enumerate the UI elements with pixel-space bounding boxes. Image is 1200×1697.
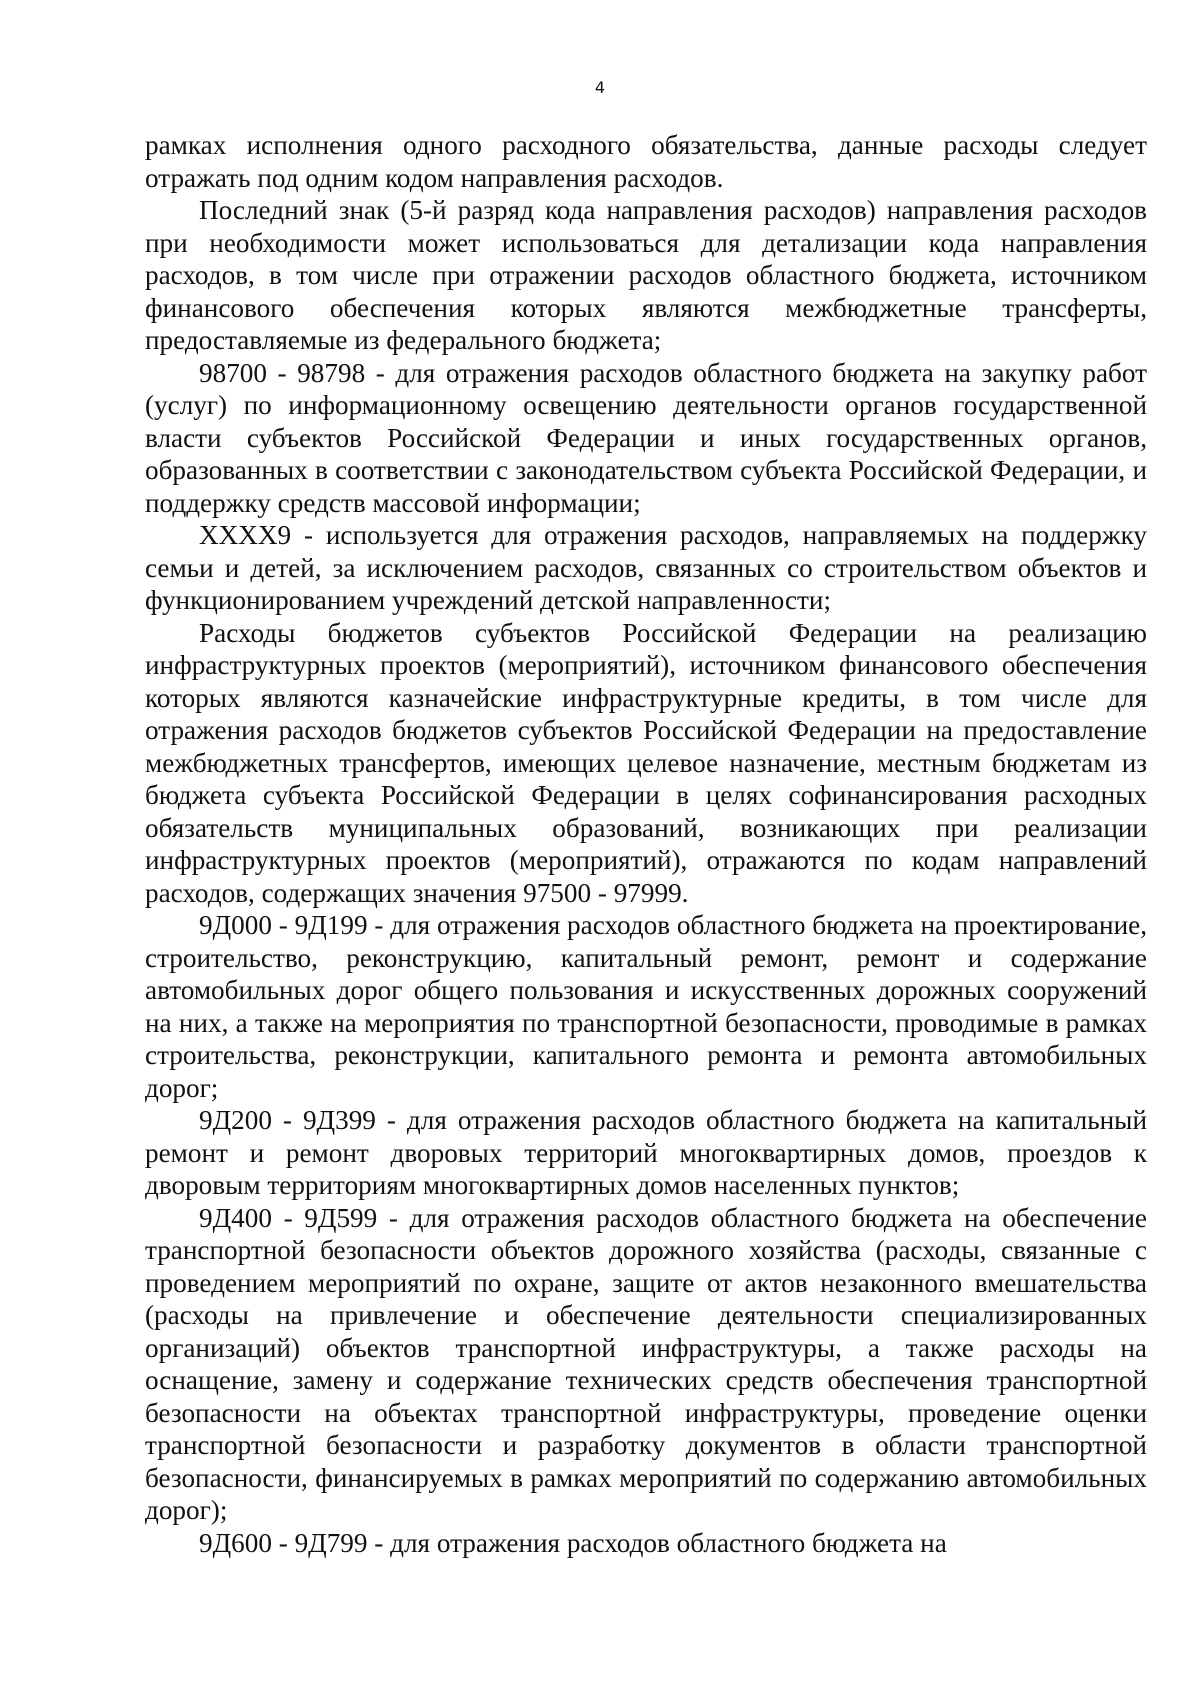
paragraph-last-digit-rule: Последний знак (5-й разряд кода направления расходов) направления расходов при необходимости может использоваться для детализации кода направления расходов, в том числе при отражении расходов областного бюджета, источником финансового обеспечения которых являются межбюджетные трансферты, предоставляемые из федерального бюджета; <box>145 195 1147 355</box>
paragraph-infrastructure-credits: Расходы бюджетов субъектов Российской Федерации на реализацию инфраструктурных проектов (мероприятий), источником финансового обеспечения которых являются казначейские инфраструктурные кредиты, в том числе для отражения расходов бюджетов субъектов Российской Федерации на предоставление межбюджетных трансфертов, имеющих целевое назначение, местным бюджетам из бюджета субъекта Российской Федерации в целях софинансирования расходных обязательств муниципальных образований, возникающих при реализации инфраструктурных проектов (мероприятий), отражаются по кодам направлений расходов, содержащих значения 97500 - 97999. <box>145 617 1147 908</box>
paragraph-code-98700: 98700 - 98798 - для отражения расходов областного бюджета на закупку работ (услуг) по информационному освещению деятельности органов государственной власти субъектов Российской Федерации и иных государственных органов, образованных в соответствии с законодательством субъекта Российской Федерации, и поддержку средств массовой информации; <box>145 357 1147 518</box>
paragraph-code-9d000: 9Д000 - 9Д199 - для отражения расходов областного бюджета на проектирование, строительство, реконструкцию, капитальный ремонт, ремонт и содержание автомобильных дорог общего пользования и искусственных дорожных сооружений на них, а также на мероприятия по транспортной безопасности, проводимые в рамках строительства, реконструкции, капитального ремонта и ремонта автомобильных дорог; <box>145 910 1147 1103</box>
paragraph-continuation: рамках исполнения одного расходного обязательства, данные расходы следует отражать под одним кодом направления расходов. <box>145 130 1147 193</box>
paragraph-code-9d200: 9Д200 - 9Д399 - для отражения расходов областного бюджета на капитальный ремонт и ремонт дворовых территорий многоквартирных домов, проездов к дворовым территориям многоквартирных домов населенных пунктов; <box>145 1105 1147 1200</box>
page-number: 4 <box>594 78 606 97</box>
paragraph-code-9d600: 9Д600 - 9Д799 - для отражения расходов областного бюджета на <box>199 1527 947 1558</box>
paragraph-code-9d400: 9Д400 - 9Д599 - для отражения расходов областного бюджета на обеспечение транспортной безопасности объектов дорожного хозяйства (расходы, связанные с проведением мероприятий по охране, защите от актов незаконного вмешательства (расходы на привлечение и обеспечение деятельности специализированных организаций) объектов транспортной инфраструктуры, а также расходы на оснащение, замену и содержание технических средств обеспечения транспортной безопасности на объектах транспортной инфраструктуры, проведение оценки транспортной безопасности и разработку документов в области транспортной безопасности, финансируемых в рамках мероприятий по содержанию автомобильных дорог); <box>145 1202 1147 1525</box>
document-body <box>145 129 1147 1559</box>
paragraph-code-xxxx9: XXXX9 - используется для отражения расходов, направляемых на поддержку семьи и детей, за исключением расходов, связанных со строительством объектов и функционированием учреждений детской направленности; <box>145 520 1147 615</box>
